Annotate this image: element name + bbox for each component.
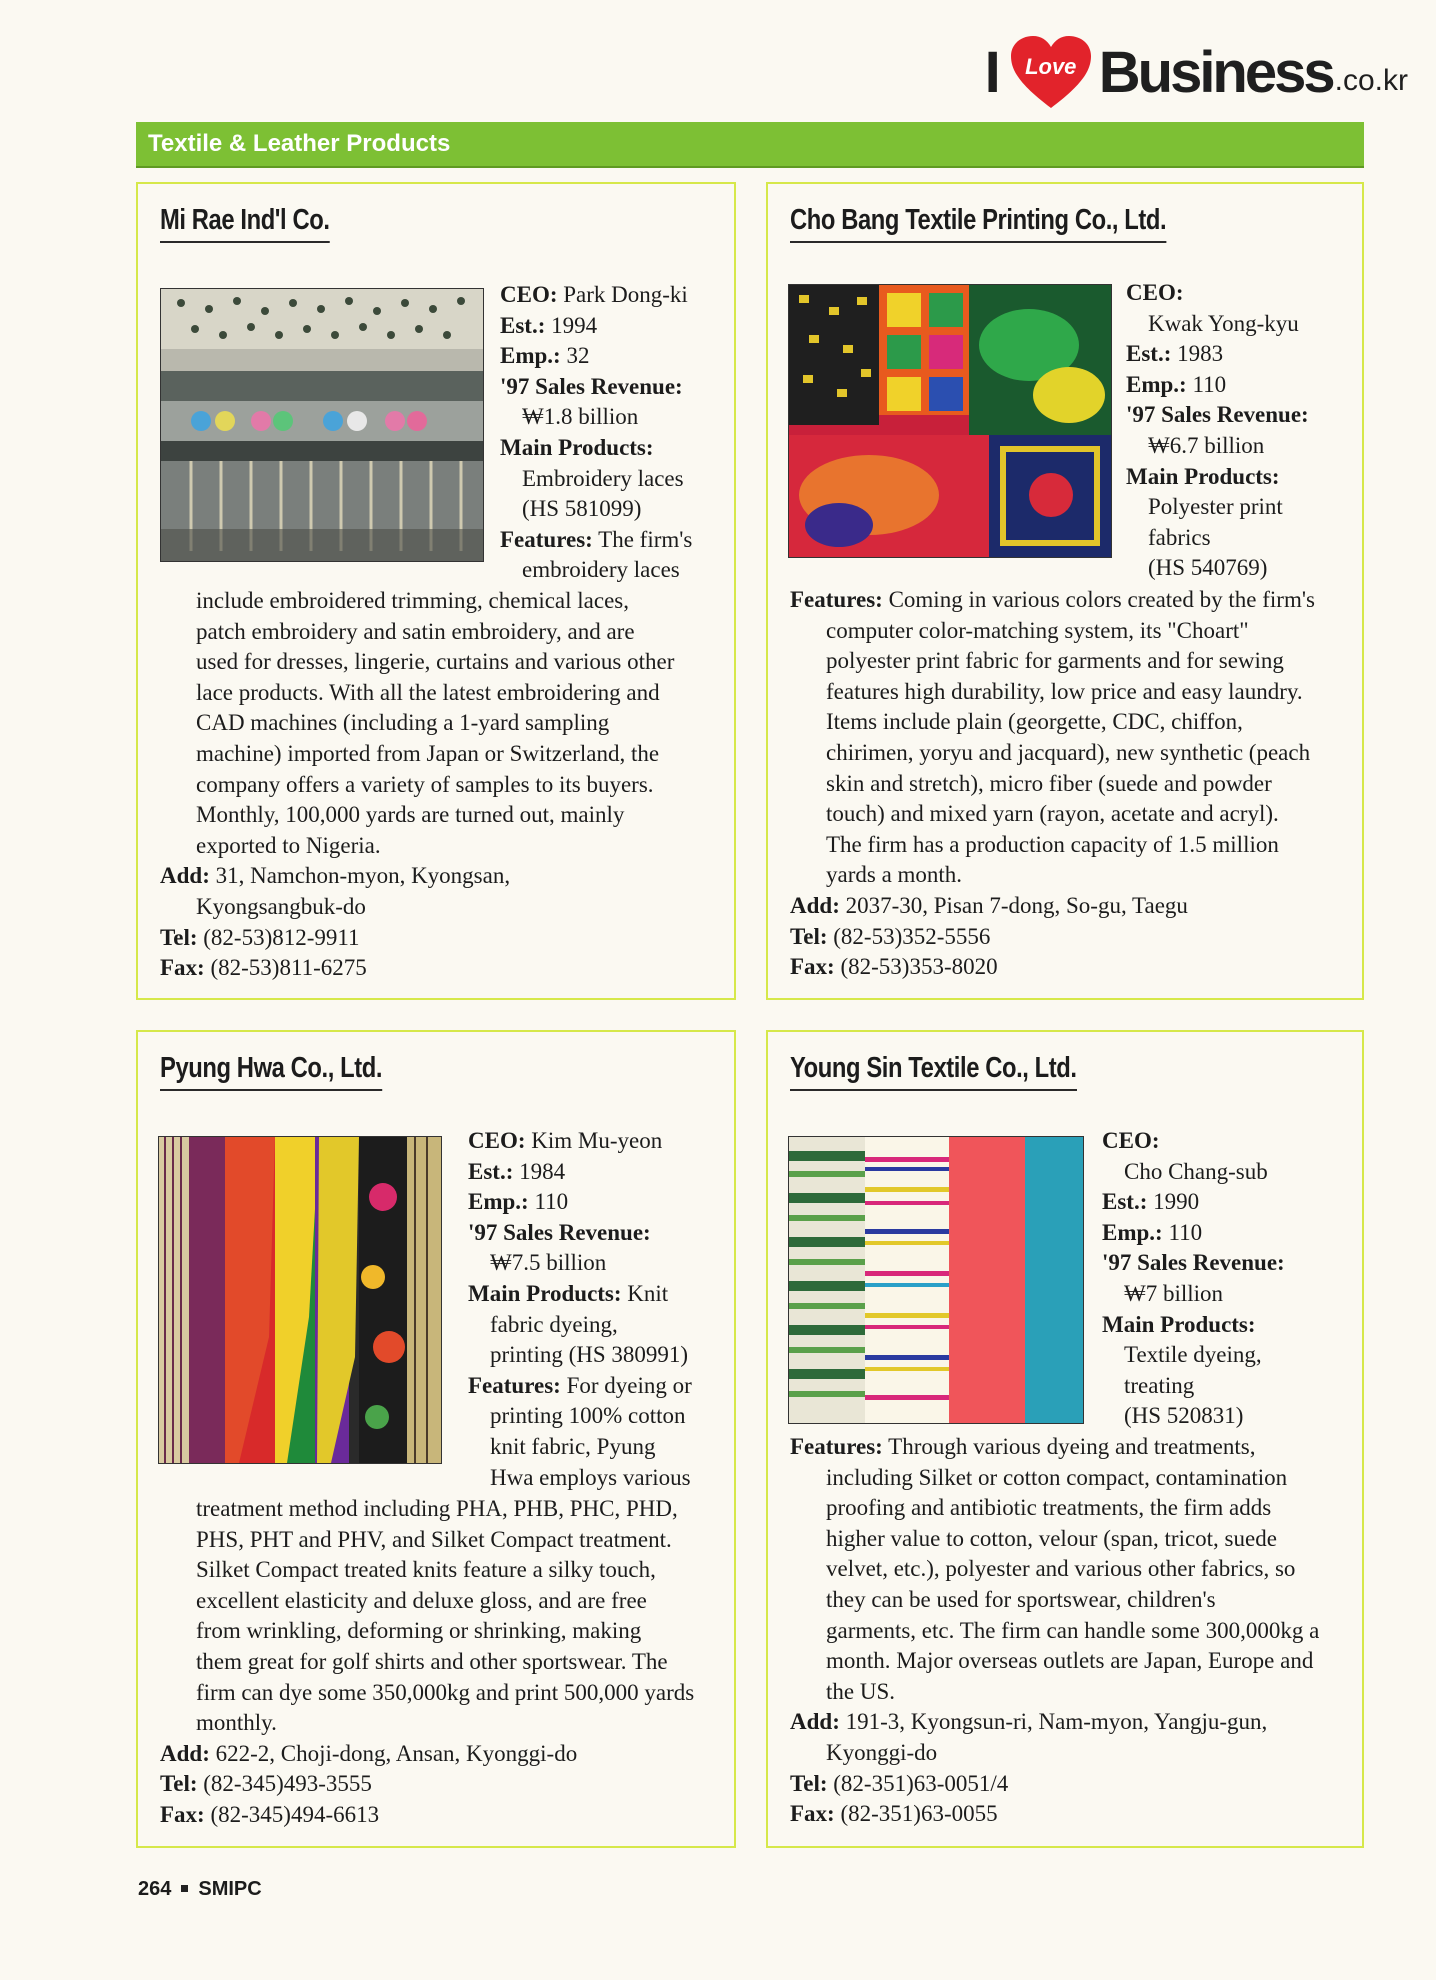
ceo-value: Kim Mu-yeon — [531, 1128, 663, 1153]
tel-value: (82-351)63-0051/4 — [833, 1770, 1009, 1796]
fax-value: (82-345)494-6613 — [210, 1801, 380, 1827]
features-label: Features: — [468, 1372, 561, 1398]
tel-label: Tel: — [790, 1770, 828, 1796]
products-line: treating — [1124, 1372, 1195, 1398]
company-facts — [1126, 278, 1309, 584]
logo-prefix: I — [984, 39, 999, 105]
features-line: For dyeing or — [566, 1372, 692, 1398]
print-fabric-photo — [788, 284, 1112, 558]
fax-label: Fax: — [790, 1801, 835, 1827]
ceo-label: CEO: — [468, 1128, 526, 1153]
products-label: Main Products: — [500, 434, 654, 460]
features-line: used for dresses, lingerie, curtains and various other — [196, 649, 675, 675]
company-name: Cho Bang Textile Printing Co., Ltd. — [790, 204, 1166, 243]
features-line: Coming in various colors created by the firm's — [888, 587, 1315, 612]
address-label: Add: — [160, 863, 210, 889]
company-facts — [468, 1126, 692, 1493]
products-line: fabrics — [1148, 524, 1211, 550]
ceo-label: CEO: — [1102, 1128, 1160, 1153]
emp-value: 32 — [566, 343, 590, 369]
logo-brand: Business — [1098, 39, 1333, 105]
features-label: Features: — [790, 587, 883, 612]
features-line: company offers a variety of samples to its buyers. — [196, 771, 654, 797]
products-line: Embroidery laces — [522, 465, 684, 491]
ceo-value: Cho Chang-sub — [1124, 1158, 1268, 1184]
features-line: including Silket or cotton compact, contamination — [826, 1464, 1288, 1490]
features-line: PHS, PHT and PHV, and Silket Compact treatment. — [196, 1526, 672, 1552]
features-line: higher value to cotton, velour (span, tricot, suede — [826, 1525, 1277, 1551]
features-line: garments, etc. The firm can handle some 300,000kg a — [826, 1617, 1320, 1643]
tel-value: (82-53)352-5556 — [833, 923, 991, 949]
features-line: lace products. With all the latest embroidering and — [196, 679, 660, 705]
ceo-value: Kwak Yong-kyu — [1148, 310, 1299, 336]
features-line: Monthly, 100,000 yards are turned out, mainly — [196, 802, 625, 828]
features-line: monthly. — [196, 1710, 277, 1736]
brand-logo — [985, 34, 1408, 110]
features-line: include embroidered trimming, chemical laces, — [196, 588, 630, 613]
logo-tld: .co.kr — [1334, 64, 1408, 97]
emp-label: Emp.: — [468, 1189, 529, 1215]
fax-label: Fax: — [160, 1801, 205, 1827]
company-facts — [500, 280, 692, 586]
fax-label: Fax: — [790, 954, 835, 980]
emp-value: 110 — [1192, 371, 1227, 397]
sales-label: '97 Sales Revenue: — [468, 1219, 651, 1245]
fax-value: (82-351)63-0055 — [840, 1801, 998, 1827]
features-line: skin and stretch), micro fiber (suede and powder — [826, 770, 1272, 796]
features-line: touch) and mixed yarn (rayon, acetate and acryl). — [826, 801, 1279, 827]
products-line: Polyester print — [1148, 494, 1283, 520]
features-label: Features: — [500, 526, 593, 552]
products-line: fabric dyeing, — [490, 1311, 618, 1337]
section-title: Textile & Leather Products — [148, 130, 451, 157]
company-facts — [1102, 1126, 1285, 1432]
bullet-separator — [181, 1885, 188, 1892]
est-label: Est.: — [468, 1158, 514, 1184]
dyed-knit-fabric-photo — [158, 1136, 442, 1464]
features-line: The firm has a production capacity of 1.5 million — [826, 831, 1279, 857]
company-details — [790, 1432, 1350, 1830]
sales-label: '97 Sales Revenue: — [1126, 402, 1309, 428]
features-line: month. Major overseas outlets are Japan, Europe and — [826, 1648, 1314, 1674]
company-card-young-sin — [766, 1030, 1364, 1848]
features-line: The firm's — [598, 526, 693, 552]
features-line: printing 100% cotton — [490, 1403, 686, 1429]
sales-value: ₩7 billion — [1124, 1280, 1224, 1306]
features-line: Hwa employs various — [490, 1464, 691, 1490]
features-line: knit fabric, Pyung — [490, 1433, 656, 1459]
products-label: Main Products: — [1126, 463, 1280, 489]
fax-value: (82-53)811-6275 — [210, 955, 367, 981]
emp-label: Emp.: — [500, 343, 561, 369]
features-line: firm can dye some 350,000kg and print 500,000 yards — [196, 1679, 695, 1705]
est-value: 1984 — [519, 1158, 566, 1184]
address-label: Add: — [790, 892, 840, 918]
heart-text: Love — [1025, 54, 1077, 79]
ceo-value: Park Dong-ki — [563, 282, 688, 307]
address-line: 2037-30, Pisan 7-dong, So-gu, Taegu — [845, 892, 1188, 918]
tel-value: (82-345)493-3555 — [203, 1771, 372, 1797]
products-label: Main Products: — [1102, 1311, 1256, 1337]
products-line: (HS 520831) — [1124, 1403, 1244, 1429]
company-card-mi-rae — [136, 182, 736, 1000]
products-line: (HS 540769) — [1148, 555, 1268, 581]
sales-value: ₩1.8 billion — [522, 404, 639, 430]
products-line: printing (HS 380991) — [490, 1342, 689, 1368]
products-line: Textile dyeing, — [1124, 1342, 1262, 1368]
sales-label: '97 Sales Revenue: — [1102, 1250, 1285, 1276]
address-label: Add: — [790, 1709, 840, 1735]
sales-value: ₩7.5 billion — [490, 1250, 607, 1276]
est-label: Est.: — [1102, 1189, 1148, 1215]
address-line: Kyongsangbuk-do — [196, 893, 366, 919]
features-line: they can be used for sportswear, children's — [826, 1586, 1216, 1612]
publication-name: SMIPC — [198, 1878, 262, 1900]
features-line: Silket Compact treated knits feature a silky touch, — [196, 1557, 656, 1583]
products-label: Main Products: — [468, 1280, 622, 1306]
address-line: 622-2, Choji-dong, Ansan, Kyonggi-do — [215, 1740, 578, 1766]
features-line: CAD machines (including a 1-yard sampling — [196, 710, 610, 736]
features-line: Through various dyeing and treatments, — [888, 1434, 1256, 1459]
features-line: patch embroidery and satin embroidery, and are — [196, 618, 635, 644]
tel-label: Tel: — [160, 924, 198, 950]
company-name: Pyung Hwa Co., Ltd. — [160, 1052, 382, 1091]
company-details — [160, 586, 722, 984]
features-line: chirimen, yoryu and jacquard), new synthetic (peach — [826, 739, 1311, 765]
features-line: polyester print fabric for garments and for sewing — [826, 648, 1284, 674]
fax-label: Fax: — [160, 955, 205, 981]
features-line: embroidery laces — [522, 557, 680, 583]
est-label: Est.: — [500, 312, 546, 338]
company-details — [160, 1494, 722, 1831]
tel-label: Tel: — [160, 1771, 198, 1797]
section-header — [136, 122, 1364, 168]
features-line: them great for golf shirts and other sportswear. The — [196, 1648, 668, 1674]
emp-label: Emp.: — [1102, 1219, 1163, 1245]
features-line: features high durability, low price and easy laundry. — [826, 678, 1303, 704]
features-line: yards a month. — [826, 862, 963, 888]
address-line: 31, Namchon-myon, Kyongsan, — [215, 863, 511, 889]
products-line: (HS 581099) — [522, 496, 642, 522]
sales-label: '97 Sales Revenue: — [500, 373, 683, 399]
address-line: Kyonggi-do — [826, 1739, 938, 1765]
features-line: machine) imported from Japan or Switzerland, the — [196, 740, 660, 766]
features-line: from wrinkling, deforming or shrinking, making — [196, 1618, 642, 1644]
emp-value: 110 — [1168, 1219, 1203, 1245]
address-label: Add: — [160, 1740, 210, 1766]
sales-value: ₩6.7 billion — [1148, 432, 1265, 458]
features-label: Features: — [790, 1434, 883, 1459]
address-line: 191-3, Kyongsun-ri, Nam-myon, Yangju-gun, — [845, 1709, 1268, 1735]
features-line: treatment method including PHA, PHB, PHC, PHD, — [196, 1496, 678, 1521]
page-number: 264 — [138, 1878, 172, 1900]
features-line: excellent elasticity and deluxe gloss, and are free — [196, 1587, 647, 1613]
est-value: 1990 — [1153, 1189, 1200, 1215]
company-details — [790, 585, 1350, 983]
embroidery-machine-photo — [160, 288, 484, 562]
est-label: Est.: — [1126, 341, 1172, 367]
emp-value: 110 — [534, 1189, 569, 1215]
products-line: Knit — [627, 1280, 669, 1306]
features-line: Items include plain (georgette, CDC, chiffon, — [826, 709, 1243, 735]
heart-icon — [1009, 34, 1093, 110]
est-value: 1983 — [1177, 341, 1224, 367]
ceo-label: CEO: — [500, 282, 558, 307]
emp-label: Emp.: — [1126, 371, 1187, 397]
company-name: Mi Rae Ind'l Co. — [160, 204, 330, 243]
company-name: Young Sin Textile Co., Ltd. — [790, 1052, 1077, 1091]
features-line: the US. — [826, 1678, 895, 1704]
features-line: computer color-matching system, its "Choart" — [826, 617, 1249, 643]
fax-value: (82-53)353-8020 — [840, 954, 998, 980]
page-footer — [138, 1878, 262, 1901]
company-card-cho-bang — [766, 182, 1364, 1000]
tel-value: (82-53)812-9911 — [203, 924, 360, 950]
striped-fabric-photo — [788, 1136, 1084, 1424]
company-card-pyung-hwa — [136, 1030, 736, 1848]
features-line: exported to Nigeria. — [196, 832, 381, 858]
tel-label: Tel: — [790, 923, 828, 949]
est-value: 1994 — [551, 312, 598, 338]
features-line: velvet, etc.), polyester and various other fabrics, so — [826, 1556, 1296, 1582]
features-line: proofing and antibiotic treatments, the firm adds — [826, 1495, 1272, 1521]
ceo-label: CEO: — [1126, 280, 1184, 305]
